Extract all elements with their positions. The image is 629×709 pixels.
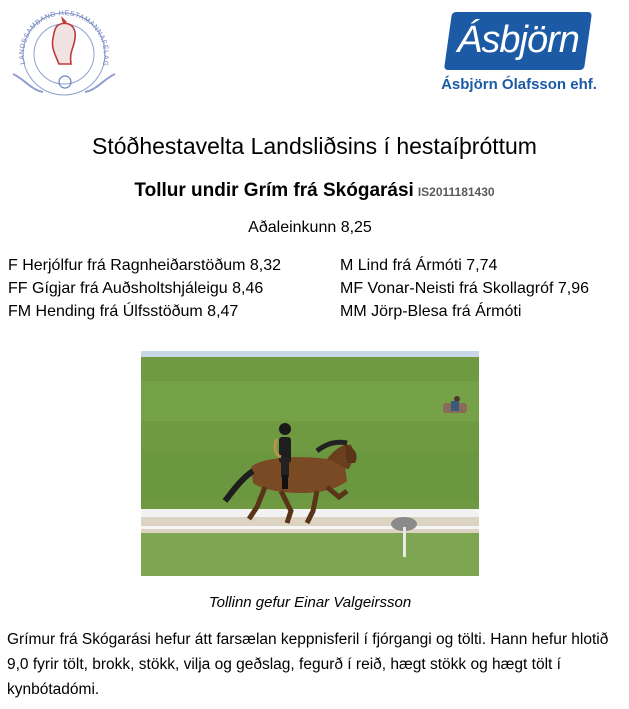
description-paragraph: Grímur frá Skógarási hefur átt farsælan keppnisferil í fjórgangi og tölti. Hann hefur hlotið 9,0 fyrir tölt, brokk, stökk, vilja og geðslag, fegurð í reið, hægt stökk og hægt tölt í kynbótadómi.: [7, 631, 609, 698]
lh-ring-text: LANDSSAMBAND HESTAMANNAFÉLAG: [18, 10, 110, 67]
document-title: Stóðhestavelta Landsliðsins í hestaíþróttum: [92, 133, 537, 159]
pedigree-line: FM Hending frá Úlfsstöðum 8,47: [8, 303, 239, 320]
asbjorn-logo-subtitle: Ásbjörn Ólafsson ehf.: [441, 76, 597, 93]
pedigree-sire-column: [8, 254, 281, 323]
pedigree-line: F Herjólfur frá Ragnheiðarstöðum 8,32: [8, 257, 282, 274]
asbjorn-logo-name: Ásbjörn: [457, 19, 579, 61]
pedigree-line: M Lind frá Ármóti 7,74: [340, 257, 498, 274]
horse-photo: [141, 351, 479, 576]
asbjorn-logo: [428, 12, 610, 98]
pedigree-line: MM Jörp-Blesa frá Ármóti: [340, 303, 522, 320]
pedigree-line: FF Gígjar frá Auðsholtshjáleigu 8,46: [8, 280, 264, 297]
lh-logo: [5, 4, 123, 98]
horse-rider-photo: [141, 351, 479, 576]
horse-heading: [0, 180, 629, 202]
pedigree-dam-column: [340, 254, 589, 323]
main-score: Aðaleinkunn 8,25: [248, 219, 372, 236]
registration-number: IS2011181430: [417, 185, 495, 199]
pedigree-line: MF Vonar-Neisti frá Skollagróf 7,96: [340, 280, 589, 297]
horse-head-emblem-icon: [5, 4, 123, 98]
photo-caption: Tollinn gefur Einar Valgeirsson: [208, 594, 412, 611]
horse-name: Tollur undir Grím frá Skógarási: [134, 180, 414, 201]
